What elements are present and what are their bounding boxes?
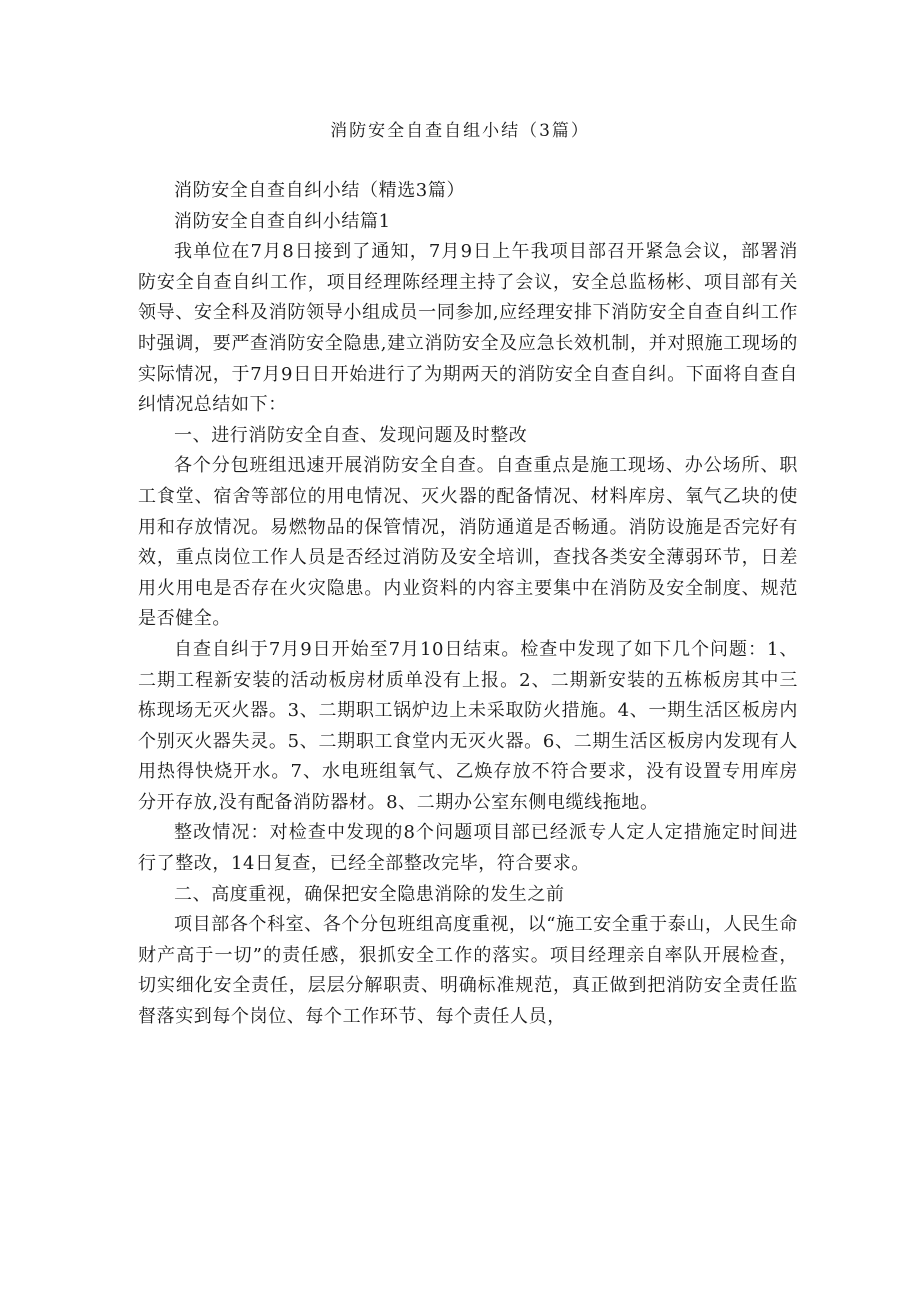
paragraph-section-heading: 消防安全自查自纠小结篇1 xyxy=(174,210,391,232)
paragraph-heading-2: 二、高度重视，确保把安全隐患消除的发生之前 xyxy=(174,883,565,905)
paragraph-heading-1: 一、进行消防安全自查、发现问题及时整改 xyxy=(174,424,528,446)
paragraph-rectification: 整改情况：对检查中发现的8个问题项目部已经派专人定人定措施定时间进行了整改，14日复查，已经全部整改完毕，符合要求。 xyxy=(138,822,798,875)
document-title: 消防安全自查自组小结（3篇） xyxy=(330,121,590,141)
paragraph-intro: 我单位在7月8日接到了通知，7月9日上午我项目部召开紧急会议，部署消防安全自查自纠工作，项目经理陈经理主持了会议，安全总监杨彬、项目部有关领导、安全科及消防领导小组成员一同参加,应经理安排下消防安全自查自纠工作时强调，要严查消防安全隐患,建立消防安全及应急长效机制，并对照施工现场的实际情况，于7月9日日开始进行了为期两天的消防安全自查自纠。下面将自查自纠情况总结如下： xyxy=(138,241,798,416)
paragraph-emphasis: 项目部各个科室、各个分包班组高度重视，以“施工安全重于泰山，人民生命财产高于一切”的责任感，狠抓安全工作的落实。项目经理亲自率队开展检查，切实细化安全责任，层层分解职责、明确标准规范，真正做到把消防安全责任监督落实到每个岗位、每个工作环节、每个责任人员， xyxy=(138,914,798,1028)
paragraph-subtitle: 消防安全自查自纠小结（精选3篇） xyxy=(174,180,466,201)
paragraph-self-check: 各个分包班组迅速开展消防安全自查。自查重点是施工现场、办公场所、职工食堂、宿舍等部位的用电情况、灭火器的配备情况、材料库房、氧气乙块的使用和存放情况。易燃物品的保管情况，消防通道是否畅通。消防设施是否完好有效，重点岗位工作人员是否经过消防及安全培训，查找各类安全薄弱环节，日差用火用电是否存在火灾隐患。内业资料的内容主要集中在消防及安全制度、规范是否健全。 xyxy=(138,455,798,630)
paragraph-issues: 自查自纠于7月9日开始至7月10日结束。检查中发现了如下几个问题：1、二期工程新安装的活动板房材质单没有上报。2、二期新安装的五栋板房其中三栋现场无灭火器。3、二期职工锅炉边上未采取防火措施。4、一期生活区板房内个别灭火器失灵。5、二期职工食堂内无灭火器。6、二期生活区板房内发现有人用热得快烧开水。7、水电班组氧气、乙焕存放不符合要求，没有设置专用库房分开存放,没有配备消防器材。8、二期办公室东侧电缆线拖地。 xyxy=(138,638,798,813)
document-body xyxy=(138,176,798,1033)
